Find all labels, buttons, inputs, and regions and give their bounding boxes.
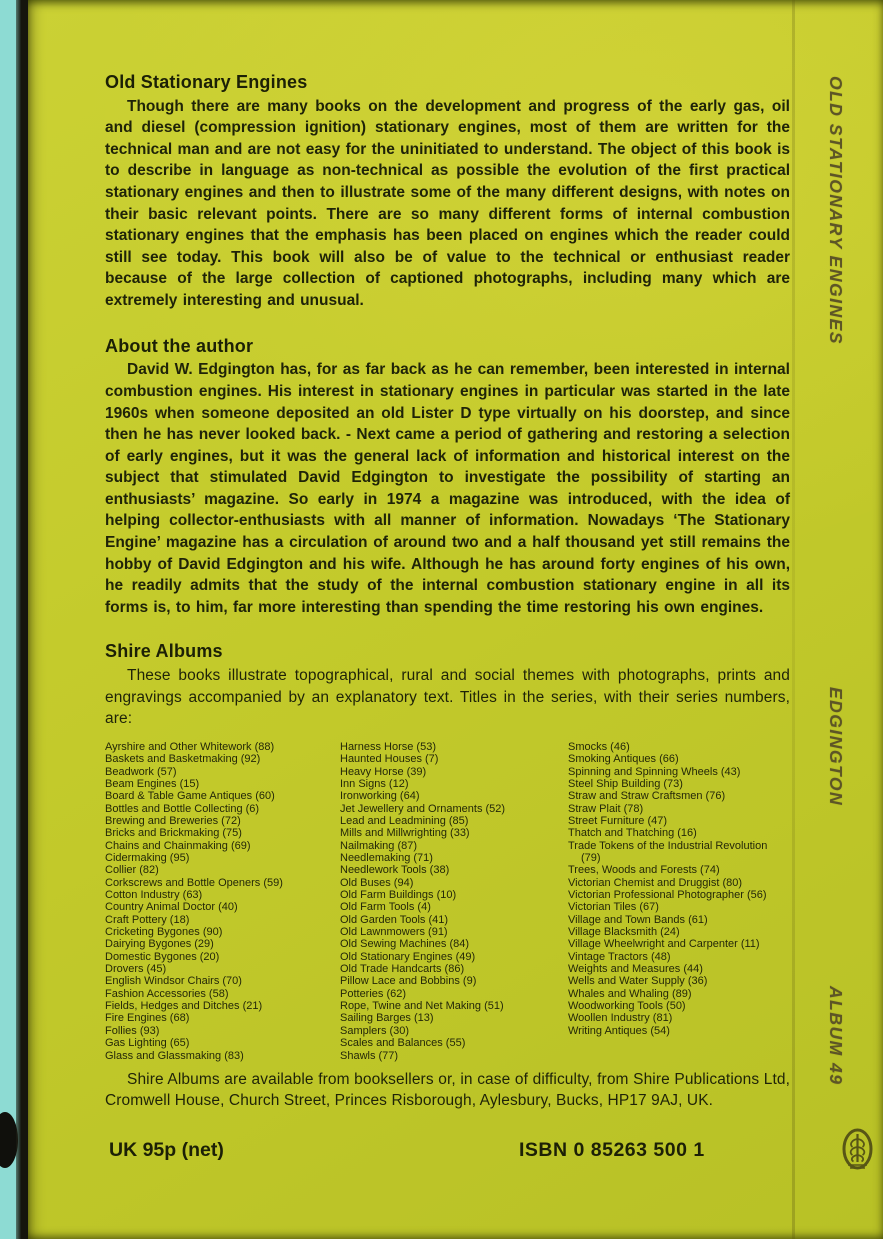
- availability-paragraph: [105, 1069, 790, 1112]
- album-title-item: Bottles and Bottle Collecting (6): [105, 802, 260, 815]
- album-title-item: Victorian Tiles (67): [568, 901, 659, 914]
- album-title-item: Weights and Measures (44): [568, 963, 703, 976]
- album-title-item: Fire Engines (68): [105, 1012, 190, 1025]
- shire-publications-logo: [842, 1128, 873, 1173]
- album-title-item: Spinning and Spinning Wheels (43): [568, 765, 741, 778]
- album-title-item: Fashion Accessories (58): [105, 987, 229, 1000]
- album-title-item: Needlework Tools (38): [340, 864, 450, 877]
- album-title-item: Smocks (46): [568, 740, 630, 753]
- albums-intro-paragraph: [105, 665, 790, 730]
- album-title-item: Jet Jewellery and Ornaments (52): [340, 802, 506, 815]
- album-title-item: Woollen Industry (81): [568, 1012, 673, 1025]
- album-title-item: Old Stationary Engines (49): [340, 950, 476, 963]
- album-title-item: Steel Ship Building (73): [568, 777, 683, 790]
- spine-series-title: OLD STATIONARY ENGINES: [826, 76, 846, 345]
- album-title-item: Cidermaking (95): [105, 852, 190, 864]
- album-title-item: Board & Table Game Antiques (60): [105, 790, 275, 803]
- cover-footer: [105, 1139, 790, 1169]
- album-title-item: Rope, Twine and Net Making (51): [340, 1000, 504, 1013]
- album-title-item: Street Furniture (47): [568, 814, 668, 827]
- album-title-item: Old Sewing Machines (84): [340, 938, 470, 951]
- album-title-item: Inn Signs (12): [340, 777, 409, 790]
- album-title-item: Craft Pottery (18): [105, 913, 190, 926]
- album-title-item: Heavy Horse (39): [340, 765, 427, 778]
- price-label: UK 95p (net): [109, 1139, 224, 1162]
- about-heading: About the author: [105, 335, 254, 356]
- album-title-item: Smoking Antiques (66): [568, 753, 679, 766]
- album-title-item: Ironworking (64): [340, 790, 420, 803]
- album-title-item: Old Farm Buildings (10): [340, 889, 457, 902]
- intro-paragraph: [105, 96, 790, 312]
- album-title-item: Chains and Chainmaking (69): [105, 839, 251, 852]
- album-title-item: Old Trade Handcarts (86): [340, 963, 465, 976]
- album-list-column-2: [340, 741, 568, 1062]
- book-cover: [28, 0, 883, 1239]
- album-title-item: Wells and Water Supply (36): [568, 975, 708, 988]
- album-title-item: Village and Town Bands (61): [568, 913, 708, 926]
- album-title-item: Straw and Straw Craftsmen (76): [568, 790, 726, 803]
- album-title-item: Mills and Millwrighting (33): [340, 827, 470, 840]
- spine-author: EDGINGTON: [826, 687, 846, 807]
- album-title-item: Baskets and Basketmaking (92): [105, 753, 261, 766]
- album-title-item: Corkscrews and Bottle Openers (59): [105, 876, 283, 889]
- album-list-column-1: [105, 741, 340, 1062]
- album-title-item: English Windsor Chairs (70): [105, 975, 242, 988]
- album-title-item: Shawls (77): [340, 1049, 399, 1062]
- album-title-item: Drovers (45): [105, 963, 167, 976]
- album-title-item: Fields, Hedges and Ditches (21): [105, 1000, 263, 1013]
- page-title: Old Stationary Engines: [105, 72, 308, 92]
- about-paragraph: [105, 359, 790, 618]
- spine-edge: [795, 0, 883, 1239]
- album-title-item: Old Buses (94): [340, 876, 414, 889]
- album-title-item: Potteries (62): [340, 987, 407, 1000]
- album-title-item: Old Garden Tools (41): [340, 913, 449, 926]
- album-title-item: Sailing Barges (13): [340, 1012, 434, 1025]
- album-title-item: Trade Tokens of the Industrial Revolution (79): [568, 839, 768, 864]
- album-title-item: Brewing and Breweries (72): [105, 814, 241, 827]
- albums-heading: Shire Albums: [105, 641, 223, 662]
- album-title-item: Straw Plait (78): [568, 802, 644, 815]
- album-title-item: Harness Horse (53): [340, 740, 436, 753]
- album-title-item: Needlemaking (71): [340, 852, 433, 864]
- about-paragraph-text: David W. Edgington has, for as far back as he can remember, been interested in internal combustion engines. His interest in stationary engines in particular was started in the late 1960s when someone deposited an old Lister D type virtually on his doorstep, and since then he has never looked back. - Next came a period of gathering and restoring a selection of early engines, but it was the general lack of information and historical interest on the subject that stimulated David Edgington to investigate the possibility of starting an enthusiasts’ magazine. So early in 1974 a magazine was introduced, with the idea of helping collector-enthusiasts with all manner of information. Nowadays ‘The Stationary Engine’ magazine has a circulation of around two and a half thousand yet still remains the hobby of David Edgington and his wife. Although he has around forty engines of his own, he readily admits that the study of the internal combustion stationary engine in all its forms is, to him, far more interesting than spending the time restoring his own engines.: [105, 361, 790, 616]
- album-title-item: Gas Lighting (65): [105, 1037, 190, 1050]
- album-title-item: Follies (93): [105, 1024, 160, 1037]
- album-title-item: Lead and Leadmining (85): [340, 814, 469, 827]
- album-title-item: Writing Antiques (54): [568, 1024, 670, 1037]
- cover-content: [105, 72, 790, 1169]
- album-title-item: Trees, Woods and Forests (74): [568, 864, 720, 877]
- album-title-item: Cricketing Bygones (90): [105, 926, 223, 939]
- album-title-item: Victorian Professional Photographer (56): [568, 889, 767, 902]
- album-title-item: Haunted Houses (7): [340, 753, 439, 766]
- album-title-item: Domestic Bygones (20): [105, 950, 220, 963]
- intro-paragraph-text: Though there are many books on the development and progress of the early gas, oil and diesel (compression ignition) stationary engines, most of them are written for the technical man and are not easy for the uninitiated to understand. The object of this book is to describe in language as non-technical as possible the evolution of the first practical stationary engines and then to illustrate some of the many different designs, with notes on their basic relevant points. There are so many different forms of internal combustion stationary engines that the emphasis has been placed on engines which the reader could still see today. This book will also be of value to the technical or enthusiast reader because of the large collection of captioned photographs, including many which are extremely interesting and unusual.: [105, 97, 790, 310]
- album-title-item: Vintage Tractors (48): [568, 950, 671, 963]
- album-title-item: Woodworking Tools (50): [568, 1000, 686, 1013]
- albums-intro-text: These books illustrate topographical, rural and social themes with photographs, prints and engravings accompanied by an explanatory text. Titles in the series, with their series numbers, are:: [105, 667, 790, 728]
- album-title-item: Cotton Industry (63): [105, 889, 203, 902]
- album-title-item: Village Wheelwright and Carpenter (11): [568, 938, 760, 951]
- album-list-column-3: [568, 741, 773, 1062]
- album-title-item: Village Blacksmith (24): [568, 926, 680, 939]
- album-title-item: Old Lawnmowers (91): [340, 926, 448, 939]
- album-title-item: Pillow Lace and Bobbins (9): [340, 975, 477, 988]
- album-title-item: Samplers (30): [340, 1024, 410, 1037]
- album-title-list: [105, 741, 790, 1062]
- spine-album-number: ALBUM 49: [826, 986, 846, 1086]
- album-title-item: Beadwork (57): [105, 765, 177, 778]
- album-title-item: Nailmaking (87): [340, 839, 418, 852]
- album-title-item: Ayrshire and Other Whitework (88): [105, 740, 275, 753]
- album-title-item: Victorian Chemist and Druggist (80): [568, 876, 743, 889]
- album-title-item: Dairying Bygones (29): [105, 938, 214, 951]
- isbn-label: ISBN 0 85263 500 1: [519, 1139, 705, 1162]
- album-title-item: Old Farm Tools (4): [340, 901, 431, 914]
- album-title-item: Thatch and Thatching (16): [568, 827, 697, 840]
- album-title-item: Glass and Glassmaking (83): [105, 1049, 244, 1062]
- availability-text: Shire Albums are available from booksellers or, in case of difficulty, from Shire Publications Ltd, Cromwell House, Church Street, Princes Risborough, Aylesbury, Bucks, HP17 9AJ, UK.: [105, 1070, 790, 1110]
- album-title-item: Scales and Balances (55): [340, 1037, 466, 1050]
- album-title-item: Country Animal Doctor (40): [105, 901, 238, 914]
- album-title-item: Beam Engines (15): [105, 777, 200, 790]
- album-title-item: Collier (82): [105, 864, 159, 877]
- album-title-item: Bricks and Brickmaking (75): [105, 827, 242, 840]
- album-title-item: Whales and Whaling (89): [568, 987, 692, 1000]
